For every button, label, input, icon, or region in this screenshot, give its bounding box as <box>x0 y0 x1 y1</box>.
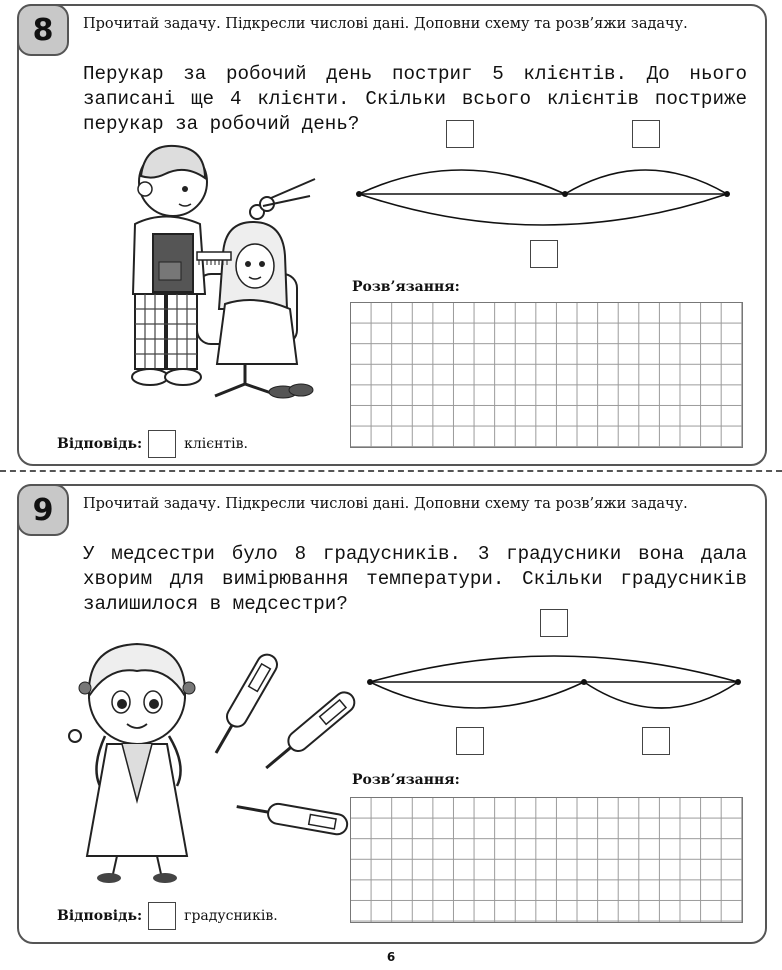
answer-unit: клієнтів. <box>184 436 248 452</box>
page-number: 6 <box>386 950 396 964</box>
task-instruction: Прочитай задачу. Підкресли числові дані. Доповни схему та розв’яжи задачу. <box>83 16 688 32</box>
task-number-badge: 9 <box>17 484 69 536</box>
problem-text: Перукар за робочий день постриг 5 клієнтів. До нього записані ще 4 клієнти. Скільки всього клієнтів постриже перукар за робочий день? <box>83 63 747 135</box>
task-card-8 <box>17 4 767 466</box>
task-number-badge: 8 <box>17 4 69 56</box>
task-instruction: Прочитай задачу. Підкресли числові дані. Доповни схему та розв’яжи задачу. <box>83 496 688 512</box>
scheme-box-part2[interactable] <box>642 727 670 755</box>
task-card-9 <box>17 484 767 944</box>
solution-label: Розв’язання: <box>352 772 460 788</box>
segment-scheme <box>366 646 746 726</box>
segment-scheme <box>355 156 735 236</box>
hairdresser-illustration <box>105 134 315 404</box>
scheme-box-part1[interactable] <box>446 120 474 148</box>
scheme-box-total[interactable] <box>530 240 558 268</box>
problem-text: У медсестри було 8 градусників. 3 градусники вона дала хворим для вимірювання температури. Скільки градусників залишилося в медсестри? <box>83 543 747 615</box>
solution-grid[interactable] <box>350 797 743 923</box>
answer-box[interactable] <box>148 902 176 930</box>
solution-label: Розв’язання: <box>352 279 460 295</box>
answer-unit: градусників. <box>184 908 278 924</box>
nurse-illustration <box>47 626 347 886</box>
answer-box[interactable] <box>148 430 176 458</box>
answer-row <box>57 430 248 458</box>
scheme-box-part2[interactable] <box>632 120 660 148</box>
solution-grid[interactable] <box>350 302 743 448</box>
scheme-box-part1[interactable] <box>456 727 484 755</box>
answer-label: Відповідь: <box>57 436 143 452</box>
answer-label: Відповідь: <box>57 908 143 924</box>
scheme-box-total[interactable] <box>540 609 568 637</box>
cut-line <box>0 470 782 472</box>
answer-row <box>57 902 278 930</box>
